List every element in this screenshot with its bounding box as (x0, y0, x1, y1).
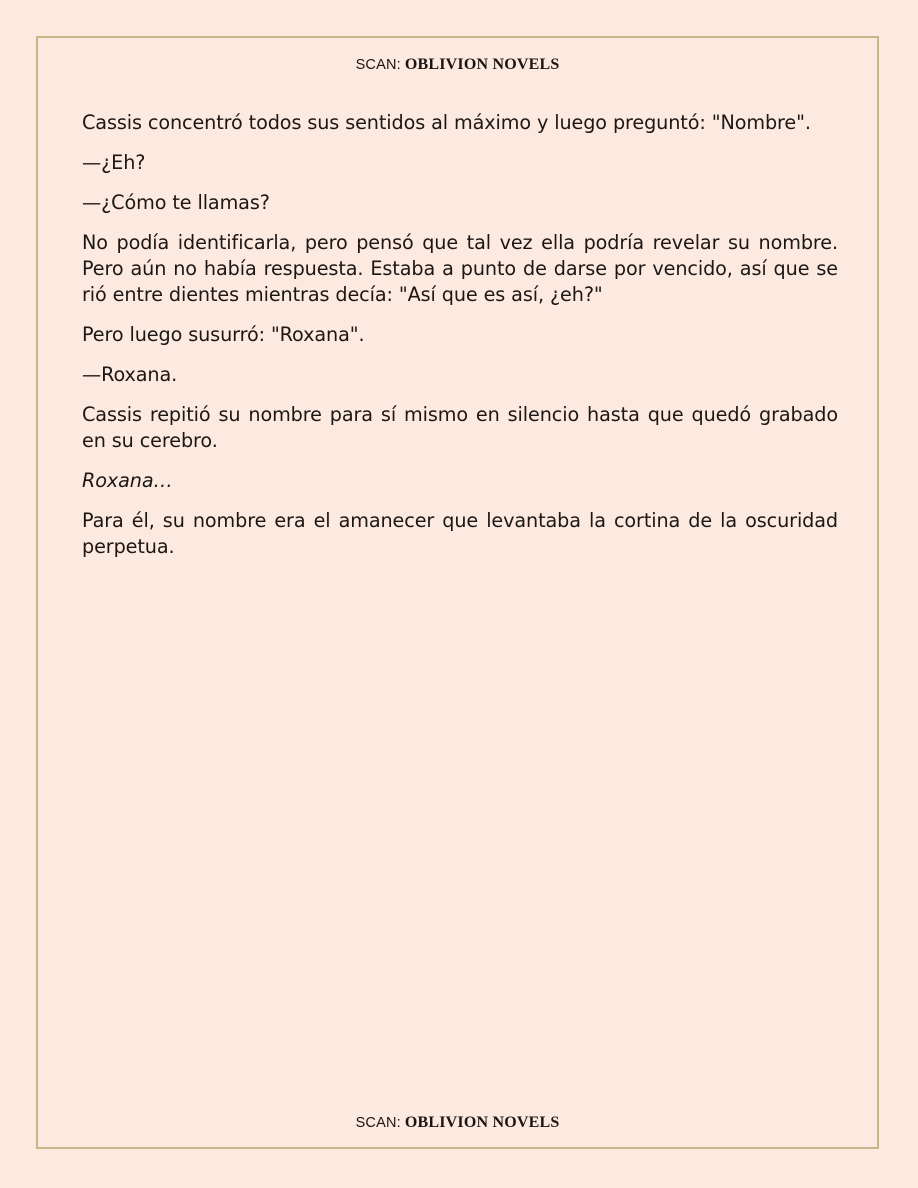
paragraph: Pero luego susurró: "Roxana". (82, 323, 365, 346)
story-content (82, 110, 838, 574)
paragraph: No podía identificarla, pero pensó que tal vez ella podría revelar su nombre. Pero aún no había respuesta. Estaba a punto de darse por vencido, así que se rió entre dientes mientras decía: "Así que es así, ¿eh?" (82, 231, 838, 306)
paragraph: —¿Cómo te llamas? (82, 191, 270, 214)
page-frame (36, 36, 879, 1149)
paragraph: Para él, su nombre era el amanecer que levantaba la cortina de la oscuridad perpetua. (82, 509, 838, 558)
scan-header (38, 56, 877, 74)
paragraph: Cassis concentró todos sus sentidos al máximo y luego preguntó: "Nombre". (82, 111, 811, 134)
paragraph: —¿Eh? (82, 151, 146, 174)
scan-footer-label: SCAN: (355, 1115, 401, 1131)
scan-header-brand: OBLIVION NOVELS (404, 56, 560, 73)
scan-footer (38, 1114, 877, 1132)
paragraph-italic: Roxana… (82, 469, 173, 492)
paragraph: Cassis repitió su nombre para sí mismo en silencio hasta que quedó grabado en su cerebro. (82, 403, 838, 452)
scan-footer-brand: OBLIVION NOVELS (404, 1114, 560, 1131)
paragraph: —Roxana. (82, 363, 178, 386)
scan-header-label: SCAN: (355, 57, 401, 73)
